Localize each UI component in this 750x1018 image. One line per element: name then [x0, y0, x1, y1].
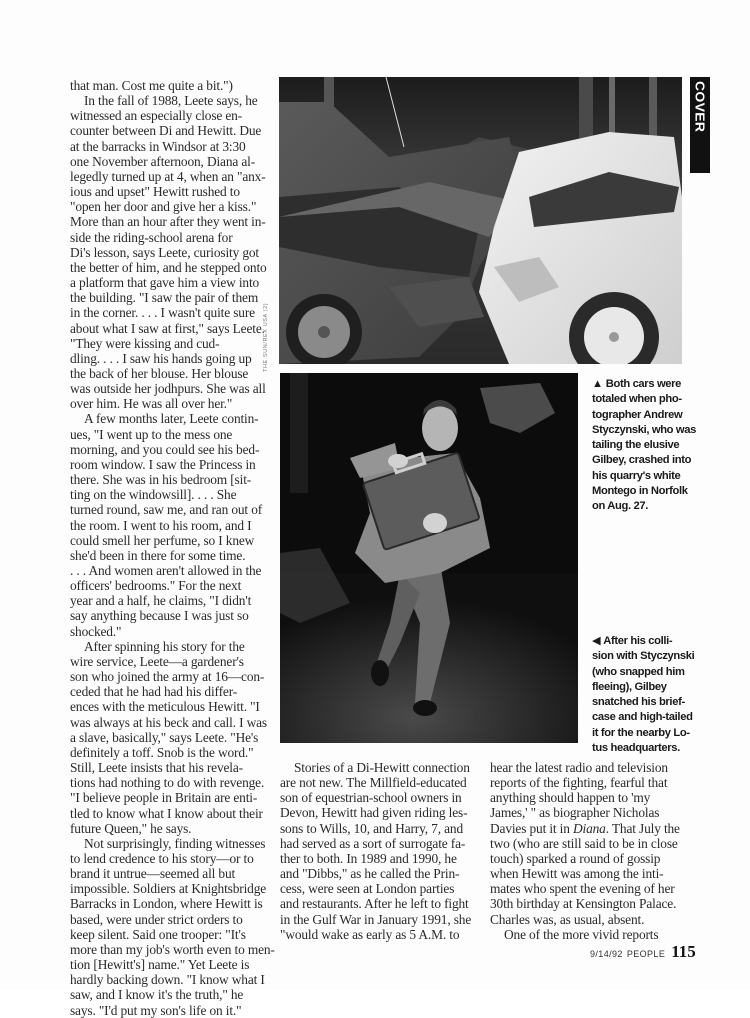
article-line: the room. I went to his room, and I	[70, 517, 252, 533]
man-running-image	[280, 373, 578, 743]
article-line: say anything because I was just so	[70, 608, 249, 624]
caption-line: Styczynski, who was	[592, 423, 697, 436]
article-line: that man. Cost me quite a bit.")	[70, 78, 233, 93]
article-line: touch) sparked a round of gossip	[490, 850, 661, 866]
article-line: side the riding-school arena for	[70, 229, 233, 245]
article-line: had served as a sort of surrogate fa-	[280, 835, 466, 851]
article-line: Davies put it in Diana. That July the	[490, 820, 680, 836]
caption-line: tographer Andrew	[592, 408, 683, 421]
article-line: After spinning his story for the	[84, 638, 245, 654]
article-line: hear the latest radio and television	[490, 760, 668, 775]
article-line: ceded that he had had his differ-	[70, 684, 238, 700]
article-line: was outside her jodhpurs. She was all	[70, 381, 266, 397]
article-line: keep silent. Said one trooper: "It's	[70, 926, 246, 942]
article-line: Stories of a Di-Hewitt connection	[294, 760, 470, 775]
car-crash-image	[279, 77, 682, 364]
arrow-up-icon: ▲	[592, 378, 603, 390]
article-line: morning, and you could see his bed-	[70, 441, 260, 457]
caption-line: ▲ Both cars were	[592, 377, 707, 392]
caption-line: sion with Styczynski	[592, 650, 695, 663]
article-line: tions had nothing to do with revenge.	[70, 775, 265, 791]
article-line: "They were kissing and cud-	[70, 335, 220, 351]
caption-line: totaled when pho-	[592, 393, 682, 406]
article-line: at the barracks in Windsor at 3:30	[70, 138, 246, 154]
article-line: turned round, saw me, and ran out of	[70, 502, 263, 518]
article-line: year and a half, he claims, "I didn't	[70, 593, 252, 609]
article-line: A few months later, Leete contin-	[84, 411, 259, 427]
article-line: definitely a toff. Snob is the word."	[70, 744, 254, 760]
article-line: more than my job's worth even to men-	[70, 941, 275, 957]
article-line: Di's lesson, says Leete, curiosity got	[70, 244, 259, 260]
article-line: "would wake as early as 5 A.M. to	[280, 926, 460, 942]
page-footer	[590, 942, 696, 962]
article-line: tled to know what I know about their	[70, 805, 263, 821]
article-line: tion [Hewitt's] name." Yet Leete is	[70, 957, 250, 973]
caption-line: case and high-tailed	[592, 711, 693, 724]
article-line: ences with the meticulous Hewitt. "I	[70, 699, 260, 715]
article-line: "I believe people in Britain are enti-	[70, 790, 258, 806]
article-line: anything should happen to 'my	[490, 790, 651, 806]
caption-line: it for the nearby Lo-	[592, 726, 690, 739]
article-line: in the corner. . . . I wasn't quite sure	[70, 305, 255, 321]
arrow-left-icon: ◀	[592, 635, 601, 647]
article-line: officers' bedrooms." For the next	[70, 578, 242, 594]
article-line: son who joined the army at 16—con-	[70, 669, 265, 685]
book-title: Diana	[573, 820, 606, 836]
article-line: the building. "I saw the pair of them	[70, 290, 259, 306]
caption-line: tailing the elusive	[592, 439, 680, 452]
article-column-3	[490, 760, 690, 942]
article-line: was always at his beck and call. I was	[70, 714, 267, 730]
caption-line: his quarry's white	[592, 469, 681, 482]
caption-line: Montego in Norfolk	[592, 485, 688, 498]
article-line: future Queen," he says.	[70, 820, 192, 836]
article-line: one November afternoon, Diana al-	[70, 153, 256, 169]
photo-caption-runner	[592, 634, 707, 756]
article-line: are not new. The Millfield-educated	[280, 775, 467, 791]
caption-line: fleeing), Gilbey	[592, 680, 667, 693]
article-line: 30th birthday at Kensington Palace.	[490, 896, 677, 912]
caption-line: (who snapped him	[592, 665, 685, 678]
article-line: wire service, Leete—a gardener's	[70, 653, 244, 669]
caption-line: Gilbey, crashed into	[592, 454, 692, 467]
article-line: sons to Wills, 10, and Harry, 7, and	[280, 820, 463, 836]
article-line: legedly turned up at 4, when an "anx-	[70, 168, 266, 184]
article-line: Not surprisingly, finding witnesses	[84, 835, 266, 851]
article-line: a slave, basically," says Leete. "He's	[70, 729, 259, 745]
article-line: to lend credence to his story—or to	[70, 850, 254, 866]
article-line: room window. I saw the Princess in	[70, 456, 256, 472]
article-line: ting on the windowsill]. . . . She	[70, 487, 237, 503]
caption-line: snatched his brief-	[592, 696, 685, 709]
man-running-photo	[280, 373, 578, 743]
article-line: Charles was, as usual, absent.	[490, 911, 645, 927]
article-line: Still, Leete insists that his revela-	[70, 760, 243, 776]
article-line: over him. He was all over her."	[70, 396, 233, 412]
article-line: two (who are still said to be in close	[490, 835, 678, 851]
article-line: a platform that gave him a view into	[70, 275, 260, 291]
article-column-1	[70, 78, 278, 1018]
car-crash-photo	[279, 77, 682, 364]
article-line: "open her door and give her a kiss."	[70, 199, 257, 215]
article-line: could smell her perfume, so I knew	[70, 532, 255, 548]
article-line: saw, and I know it's the truth," he	[70, 987, 244, 1003]
caption-line: tus headquarters.	[592, 742, 680, 755]
article-line: . . . And women aren't allowed in the	[70, 563, 262, 578]
article-line: there. She was in his bedroom [sit-	[70, 472, 252, 488]
article-line: about what I saw at first," says Leete.	[70, 320, 265, 336]
article-line: cess, were seen at London parties	[280, 881, 455, 897]
photo-credit: THE SUN/REX USA (2)	[263, 302, 269, 372]
page-number: 115	[671, 942, 696, 961]
article-line: In the fall of 1988, Leete says, he	[84, 93, 258, 109]
article-line: dling. . . . I saw his hands going up	[70, 350, 252, 366]
article-line: based, were under strict orders to	[70, 911, 243, 927]
issue-date: 9/14/92	[590, 949, 623, 959]
article-line: son of equestrian-school owners in	[280, 790, 462, 806]
article-line: ues, "I went up to the mess one	[70, 426, 233, 442]
article-line: impossible. Soldiers at Knightsbridge	[70, 881, 267, 897]
article-line: reports of the fighting, fearful that	[490, 775, 668, 791]
photo-caption-crash	[592, 377, 707, 515]
article-line: James,' " as biographer Nicholas	[490, 805, 660, 821]
article-line: and restaurants. After he left to fight	[280, 896, 469, 912]
article-line: when Hewitt was among the inti-	[490, 866, 664, 882]
article-line: ther to both. In 1989 and 1990, he	[280, 850, 457, 866]
article-line: brand it untrue—seemed all but	[70, 866, 236, 882]
article-line: More than an hour after they went in-	[70, 214, 266, 230]
article-line: Devon, Hewitt had given riding les-	[280, 805, 468, 821]
section-tab	[690, 77, 710, 173]
article-line: counter between Di and Hewitt. Due	[70, 123, 262, 139]
article-line: the better of him, and he stepped onto	[70, 259, 267, 275]
article-line: the back of her blouse. Her blouse	[70, 365, 249, 381]
article-column-2	[280, 760, 475, 942]
article-line: hardly backing down. "I know what I	[70, 972, 265, 988]
article-line: witnessed an especially close en-	[70, 108, 243, 124]
article-line: Barracks in London, where Hewitt is	[70, 896, 263, 912]
magazine-name: PEOPLE	[626, 949, 666, 959]
article-line: ious and upset" Hewitt rushed to	[70, 184, 240, 200]
article-line: in the Gulf War in January 1991, she	[280, 911, 472, 927]
caption-line: ◀ After his colli-	[592, 634, 707, 649]
article-line: One of the more vivid reports	[504, 926, 659, 942]
article-line: she'd been in there for some time.	[70, 547, 246, 563]
caption-line: on Aug. 27.	[592, 500, 649, 513]
section-tab-label: COVER	[692, 81, 708, 133]
article-line: says. "I'd put my son's life on it."	[70, 1002, 242, 1018]
article-line: and "Dibbs," as he called the Prin-	[280, 866, 460, 882]
article-line: mates who spent the evening of her	[490, 881, 675, 897]
article-line: shocked."	[70, 623, 122, 639]
